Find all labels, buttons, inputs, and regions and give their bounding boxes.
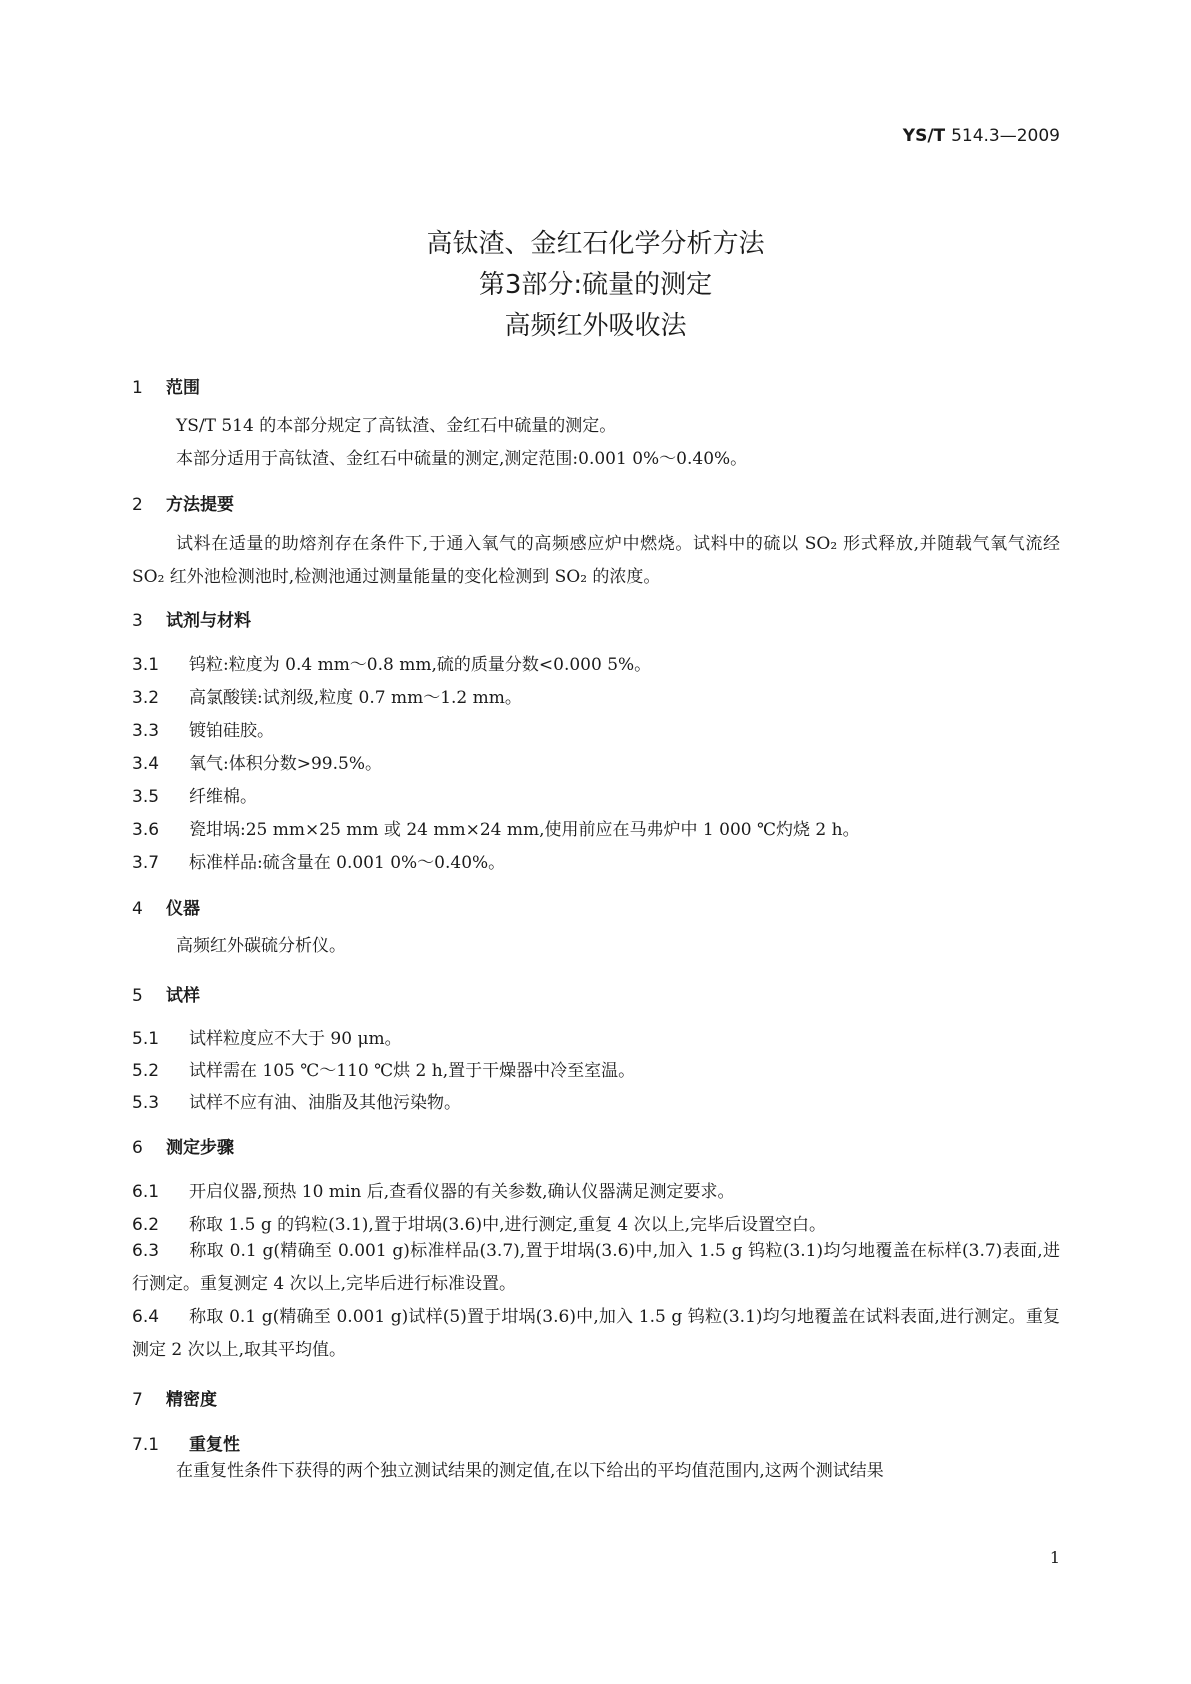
item-number: 6.4 (132, 1307, 160, 1327)
item-text: 高氯酸镁:试剂级,粒度 0.7 mm～1.2 mm。 (189, 688, 522, 708)
item-number: 3.3 (132, 721, 160, 741)
item-number: 3.4 (132, 754, 160, 774)
list-item (132, 683, 522, 708)
section-number: 4 (132, 899, 143, 919)
section-number: 2 (132, 495, 143, 515)
section-title: 试剂与材料 (166, 611, 251, 631)
item-number: 6.1 (132, 1182, 160, 1202)
item-text: 钨粒:粒度为 0.4 mm～0.8 mm,硫的质量分数<0.000 5%。 (189, 655, 652, 675)
item-number: 5.1 (132, 1029, 160, 1049)
standard-prefix: YS/T (902, 126, 946, 146)
section-5-heading (132, 981, 200, 1006)
section-number: 3 (132, 611, 143, 631)
list-item (132, 716, 274, 741)
section-title: 精密度 (166, 1390, 217, 1410)
section-7-heading (132, 1385, 217, 1410)
item-text: 试样粒度应不大于 90 μm。 (189, 1029, 402, 1049)
item-text: 瓷坩埚:25 mm×25 mm 或 24 mm×24 mm,使用前应在马弗炉中 1 000 ℃灼烧 2 h。 (189, 820, 860, 840)
section-number: 1 (132, 378, 143, 398)
section-title: 测定步骤 (166, 1138, 234, 1158)
list-item (132, 782, 257, 807)
section-3-heading (132, 606, 251, 631)
list-item (132, 1177, 735, 1202)
subsection-7-1-para: 在重复性条件下获得的两个独立测试结果的测定值,在以下给出的平均值范围内,这两个测试结果 (176, 1461, 884, 1481)
item-text: 试样不应有油、油脂及其他污染物。 (189, 1093, 461, 1113)
list-item (132, 848, 505, 873)
subsection-7-1-heading (132, 1430, 240, 1455)
list-item (132, 650, 651, 675)
item-number: 3.1 (132, 655, 160, 675)
item-number: 3.6 (132, 820, 160, 840)
item-text: 纤维棉。 (189, 787, 257, 807)
page-number: 1 (1049, 1548, 1060, 1567)
item-number: 6.2 (132, 1215, 160, 1235)
item-number: 3.5 (132, 787, 160, 807)
list-item (132, 1235, 1060, 1301)
item-text: 开启仪器,预热 10 min 后,查看仪器的有关参数,确认仪器满足测定要求。 (189, 1182, 735, 1202)
item-number: 3.2 (132, 688, 160, 708)
section-2-para: 试料在适量的助熔剂存在条件下,于通入氧气的高频感应炉中燃烧。试料中的硫以 SO₂ 形式释放,并随载气氧气流经 SO₂ 红外池检测池时,检测池通过测量能量的变化检测到 SO₂ 的浓度。 (132, 534, 1060, 587)
list-item (132, 1210, 826, 1235)
standard-code (903, 126, 1060, 146)
item-text: 称取 1.5 g 的钨粒(3.1),置于坩埚(3.6)中,进行测定,重复 4 次以上,完毕后设置空白。 (189, 1215, 826, 1235)
list-item (132, 1056, 635, 1081)
section-number: 6 (132, 1138, 143, 1158)
section-title: 方法提要 (166, 495, 234, 515)
item-number: 6.3 (132, 1241, 160, 1261)
item-text: 氧气:体积分数>99.5%。 (189, 754, 382, 774)
section-number: 5 (132, 986, 143, 1006)
item-number: 3.7 (132, 853, 160, 873)
section-number: 7 (132, 1390, 143, 1410)
title-line-1: 高钛渣、金红石化学分析方法 (426, 229, 765, 259)
section-title: 试样 (166, 986, 200, 1006)
item-text: 称取 0.1 g(精确至 0.001 g)标准样品(3.7),置于坩埚(3.6)中,加入 1.5 g 钨粒(3.1)均匀地覆盖在标样(3.7)表面,进行测定。重复测定 4 次以上,完毕后进行标准设置。 (132, 1241, 1060, 1294)
subsection-title: 重复性 (189, 1435, 240, 1455)
item-number: 5.2 (132, 1061, 160, 1081)
section-title: 仪器 (166, 899, 200, 919)
list-item (132, 1024, 402, 1049)
list-item (132, 815, 860, 840)
section-6-heading (132, 1133, 234, 1158)
document-title (0, 224, 1191, 347)
title-line-3: 高频红外吸收法 (504, 311, 687, 341)
standard-number: 514.3—2009 (951, 126, 1060, 146)
item-text: 试样需在 105 ℃～110 ℃烘 2 h,置于干燥器中冷至室温。 (189, 1061, 636, 1081)
item-text: 镀铂硅胶。 (189, 721, 274, 741)
section-4-heading (132, 894, 200, 919)
subsection-number: 7.1 (132, 1435, 160, 1455)
section-title: 范围 (166, 378, 200, 398)
title-line-2: 第3部分:硫量的测定 (478, 270, 713, 300)
item-text: 称取 0.1 g(精确至 0.001 g)试样(5)置于坩埚(3.6)中,加入 1.5 g 钨粒(3.1)均匀地覆盖在试料表面,进行测定。重复测定 2 次以上,取其平均值。 (132, 1307, 1060, 1360)
section-4-para: 高频红外碳硫分析仪。 (176, 936, 346, 956)
list-item (132, 1088, 461, 1113)
list-item (132, 1301, 1060, 1367)
item-text: 标准样品:硫含量在 0.001 0%～0.40%。 (189, 853, 506, 873)
section-1-heading (132, 373, 200, 398)
section-1-para-2: 本部分适用于高钛渣、金红石中硫量的测定,测定范围:0.001 0%～0.40%。 (176, 449, 748, 469)
list-item (132, 749, 382, 774)
section-2-heading (132, 490, 234, 515)
section-1-para-1: YS/T 514 的本部分规定了高钛渣、金红石中硫量的测定。 (176, 416, 617, 436)
item-number: 5.3 (132, 1093, 160, 1113)
